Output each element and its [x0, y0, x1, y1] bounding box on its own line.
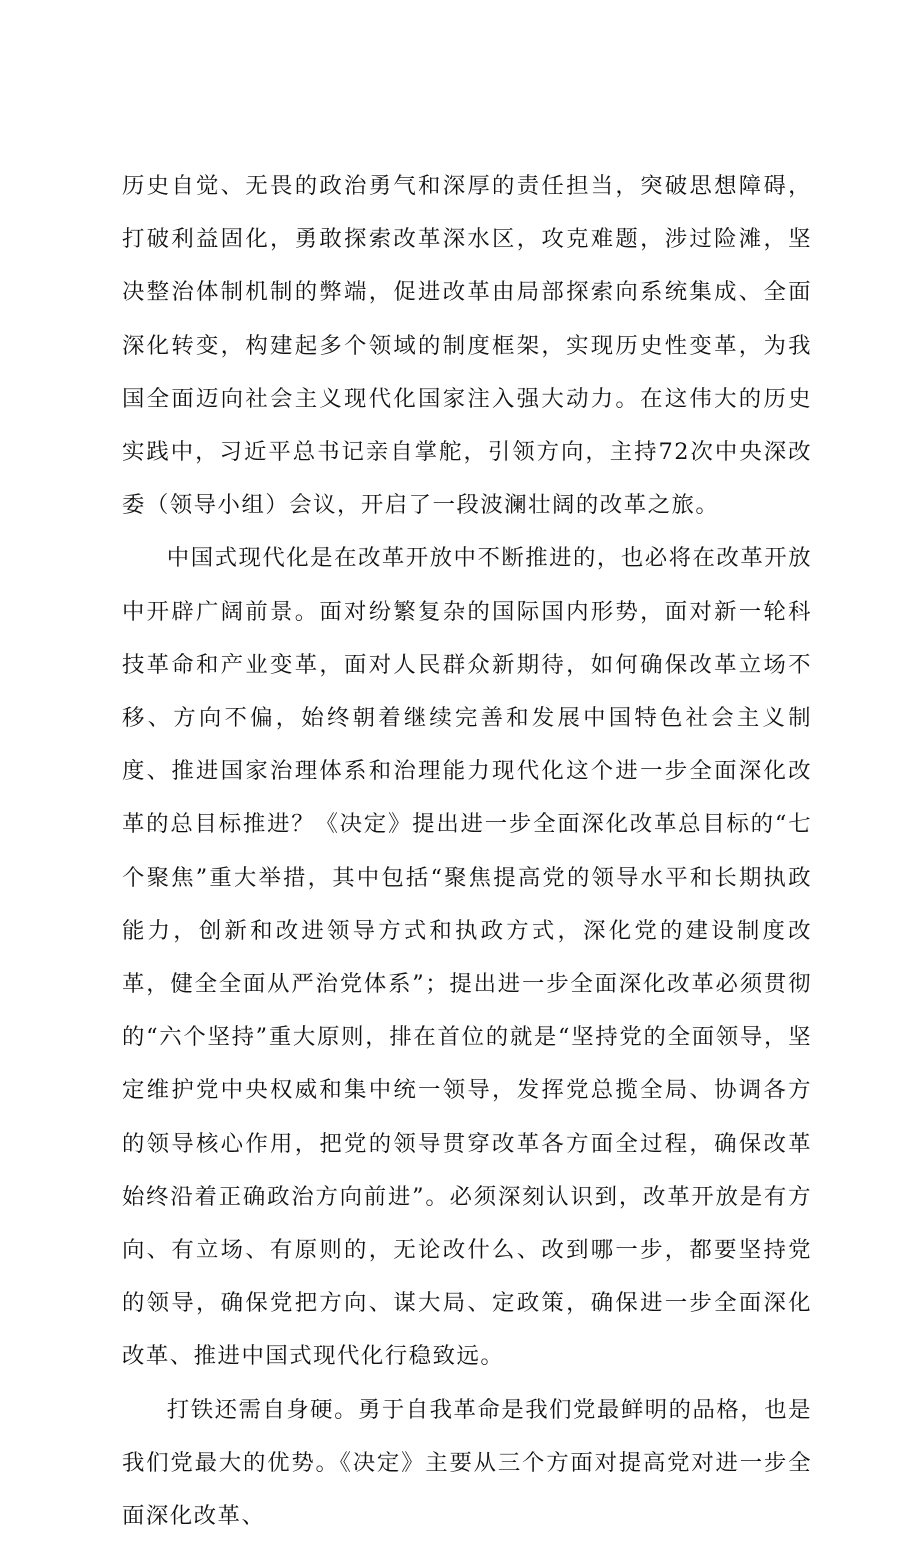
- paragraph-self-revolution: 打铁还需自身硬。勇于自我革命是我们党最鲜明的品格，也是我们党最大的优势。《决定》主要从三个方面对提高党对进一步全面深化改革、: [122, 1396, 812, 1530]
- body-text: [122, 160, 812, 1543]
- paragraph-continuation: 历史自觉、无畏的政治勇气和深厚的责任担当，突破思想障碍，打破利益固化，勇敢探索改革深水区，攻克难题，涉过险滩，坚决整治体制机制的弊端，促进改革由局部探索向系统集成、全面深化转变，构建起多个领域的制度框架，实现历史性变革，为我国全面迈向社会主义现代化国家注入强大动力。在这伟大的历史实践中，习近平总书记亲自掌舵，引领方向，主持72次中央深改委（领导小组）会议，开启了一段波澜壮阔的改革之旅。: [122, 173, 812, 519]
- paragraph-reform-direction: 中国式现代化是在改革开放中不断推进的，也必将在改革开放中开辟广阔前景。面对纷繁复杂的国际国内形势，面对新一轮科技革命和产业变革，面对人民群众新期待，如何确保改革立场不移、方向不偏，始终朝着继续完善和发展中国特色社会主义制度、推进国家治理体系和治理能力现代化这个进一步全面深化改革的总目标推进？《决定》提出进一步全面深化改革总目标的“七个聚焦”重大举措，其中包括“聚焦提高党的领导水平和长期执政能力，创新和改进领导方式和执政方式，深化党的建设制度改革，健全全面从严治党体系”；提出进一步全面深化改革必须贯彻的“六个坚持”重大原则，排在首位的就是“坚持党的全面领导，坚定维护党中央权威和集中统一领导，发挥党总揽全局、协调各方的领导核心作用，把党的领导贯穿改革各方面全过程，确保改革始终沿着正确政治方向前进”。必须深刻认识到，改革开放是有方向、有立场、有原则的，无论改什么、改到哪一步，都要坚持党的领导，确保党把方向、谋大局、定政策，确保进一步全面深化改革、推进中国式现代化行稳致远。: [122, 545, 812, 1370]
